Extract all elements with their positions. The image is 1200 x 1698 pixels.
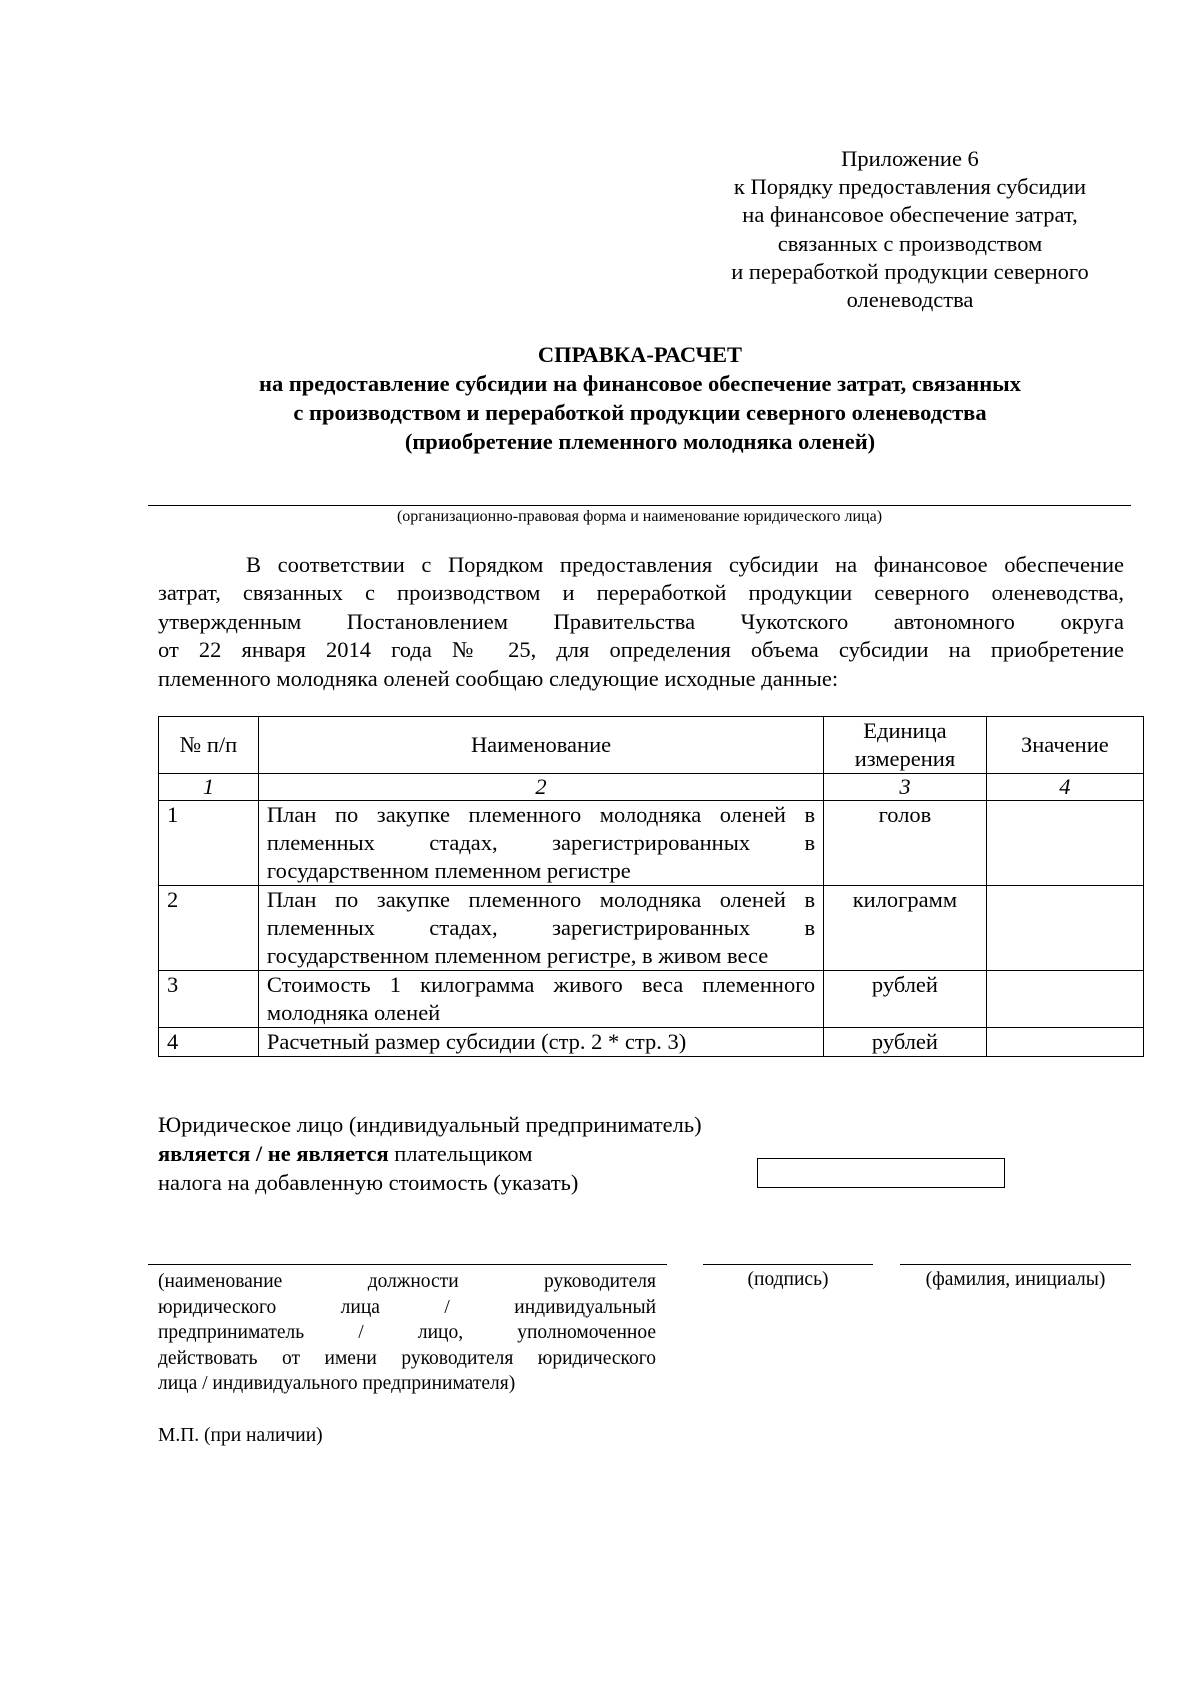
row-name-line: План по закупке племенного молодняка оленей в [266, 802, 816, 827]
column-number: 4 [986, 774, 1143, 801]
vat-line [158, 1139, 702, 1168]
column-number: 3 [824, 774, 987, 801]
position-caption-line: предприниматель / лицо, уполномоченное [158, 1322, 656, 1344]
table-row [159, 801, 1144, 886]
vat-line-rest: плательщиком [388, 1141, 533, 1166]
row-name [258, 886, 823, 971]
vat-answer-box[interactable] [757, 1158, 1005, 1188]
row-unit: рублей [824, 971, 987, 1028]
header-num: № п/п [159, 717, 259, 774]
position-field-line[interactable] [148, 1264, 667, 1265]
table-row [159, 1028, 1144, 1057]
paragraph-line: затрат, связанных с производством и переработкой продукции северного оленеводства, [158, 580, 1124, 606]
header-unit [824, 717, 987, 774]
row-num: 2 [159, 886, 259, 971]
paragraph-line: от 22 января 2014 года № 25, для определения объема субсидии на приобретение [158, 637, 1124, 663]
annex-line: оленеводства [846, 287, 974, 313]
annex-line: Приложение 6 [841, 146, 979, 171]
signature-caption: (подпись) [747, 1269, 829, 1290]
row-unit: килограмм [824, 886, 987, 971]
stamp-note: М.П. (при наличии) [158, 1425, 323, 1446]
calculation-table [158, 716, 1144, 1057]
title-line: (приобретение племенного молодняка оленей) [404, 429, 876, 454]
title-line: с производством и переработкой продукции северного оленеводства [293, 400, 987, 425]
table-row [159, 886, 1144, 971]
table-row [159, 971, 1144, 1028]
row-name-line: Расчетный размер субсидии (стр. 2 * стр. 3) [266, 1029, 687, 1054]
column-number-row [159, 774, 1144, 801]
title-line: на предоставление субсидии на финансовое обеспечение затрат, связанных [258, 371, 1021, 396]
annex-line: к Порядку предоставления субсидии [733, 174, 1087, 200]
row-value-cell[interactable] [986, 801, 1143, 886]
position-caption-line: действовать от имени руководителя юридического [158, 1347, 656, 1369]
table-header-row [159, 717, 1144, 774]
row-name [258, 801, 823, 886]
row-name-line: племенных стадах, зарегистрированных в [266, 830, 816, 855]
position-caption [158, 1269, 656, 1397]
org-name-caption: (организационно-правовая форма и наименование юридического лица) [396, 508, 883, 525]
header-unit-line: измерения [854, 746, 956, 771]
annex-line: связанных с производством [777, 230, 1043, 256]
row-name-line: племенных стадах, зарегистрированных в [266, 915, 816, 940]
annex-block [690, 145, 1130, 314]
vat-choice: является / не является [158, 1141, 389, 1166]
paragraph-line: племенного молодняка оленей сообщаю следующие исходные данные: [158, 665, 839, 691]
row-num: 3 [159, 971, 259, 1028]
vat-line: налога на добавленную стоимость (указать) [158, 1170, 579, 1195]
vat-line: Юридическое лицо (индивидуальный предприниматель) [158, 1112, 702, 1137]
row-name-line: молодняка оленей [266, 1000, 441, 1025]
header-name: Наименование [258, 717, 823, 774]
position-caption-line: лица / индивидуального предпринимателя) [158, 1373, 516, 1395]
row-num: 4 [159, 1028, 259, 1057]
paragraph-line: В соответствии с Порядком предоставления субсидии на финансовое обеспечение [246, 552, 1124, 577]
column-number: 2 [258, 774, 823, 801]
annex-line: и переработкой продукции северного [731, 258, 1089, 284]
vat-status-block [158, 1110, 702, 1197]
annex-line: на финансовое обеспечение затрат, [742, 202, 1078, 228]
position-caption-line: юридического лица / индивидуальный [158, 1296, 656, 1318]
row-name-line: государственном племенном регистре [266, 858, 631, 883]
row-unit: рублей [824, 1028, 987, 1057]
row-name-line: государственном племенном регистре, в живом весе [266, 943, 769, 968]
row-name [258, 971, 823, 1028]
name-field-line[interactable] [900, 1264, 1131, 1265]
paragraph-line: утвержденным Постановлением Правительства Чукотского автономного округа [158, 608, 1124, 634]
row-num: 1 [159, 801, 259, 886]
row-value-cell[interactable] [986, 886, 1143, 971]
header-value: Значение [986, 717, 1143, 774]
title-heading: СПРАВКА-РАСЧЕТ [537, 342, 743, 367]
row-unit: голов [824, 801, 987, 886]
document-title [120, 340, 1160, 456]
row-name-line: План по закупке племенного молодняка оленей в [266, 887, 816, 912]
signature-field-line[interactable] [703, 1264, 873, 1265]
name-caption: (фамилия, инициалы) [925, 1269, 1106, 1290]
row-value-cell[interactable] [986, 971, 1143, 1028]
row-name-line: Стоимость 1 килограмма живого веса племенного [266, 972, 816, 997]
row-value-cell[interactable] [986, 1028, 1143, 1057]
row-name [258, 1028, 823, 1057]
column-number: 1 [159, 774, 259, 801]
org-name-field-line[interactable] [148, 505, 1131, 506]
position-caption-line: (наименование должности руководителя [158, 1271, 656, 1292]
header-unit-line: Единица [863, 718, 947, 743]
intro-paragraph [158, 551, 1124, 693]
